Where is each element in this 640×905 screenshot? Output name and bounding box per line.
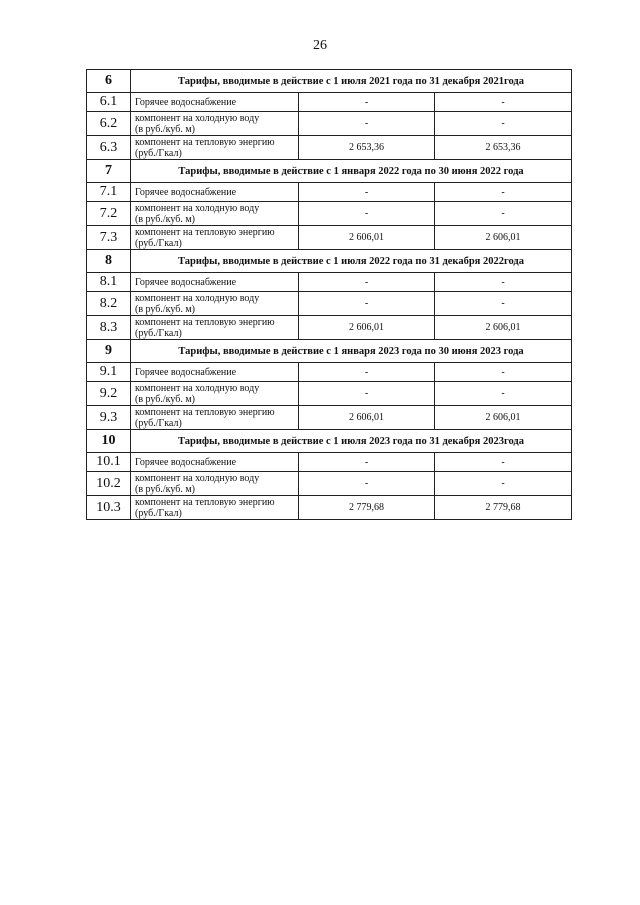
table-row <box>87 496 572 520</box>
row-number: 6.3 <box>87 136 131 160</box>
row-label-line: (в руб./куб. м) <box>135 483 195 495</box>
section-title: Тарифы, вводимые в действие с 1 июля 2021 года по 31 декабря 2021года <box>131 70 572 93</box>
table-row <box>87 93 572 112</box>
value-cell-2: - <box>435 183 572 202</box>
row-label-line: компонент на холодную воду <box>135 382 260 394</box>
row-label-line: (в руб./куб. м) <box>135 213 195 225</box>
value-cell-2: 2 653,36 <box>435 136 572 160</box>
row-number: 7.3 <box>87 226 131 250</box>
value-cell-2: - <box>435 472 572 496</box>
row-label-line: компонент на холодную воду <box>135 202 260 214</box>
row-label-line: компонент на тепловую энергию <box>135 496 275 508</box>
value-cell-2: - <box>435 202 572 226</box>
row-label <box>131 382 299 406</box>
row-label-line: компонент на тепловую энергию <box>135 406 275 418</box>
row-label-line: Горячее водоснабжение <box>135 276 237 288</box>
section-number: 10 <box>87 430 131 453</box>
section-number: 6 <box>87 70 131 93</box>
value-cell-2: - <box>435 273 572 292</box>
table-row <box>87 363 572 382</box>
row-label-line: (в руб./куб. м) <box>135 303 195 315</box>
row-number: 7.1 <box>87 183 131 202</box>
value-cell-1: 2 606,01 <box>299 316 435 340</box>
row-label-line: (в руб./куб. м) <box>135 393 195 405</box>
row-label-line: (руб./Гкал) <box>135 147 182 159</box>
row-number: 8.1 <box>87 273 131 292</box>
row-label <box>131 93 299 112</box>
value-cell-1: 2 606,01 <box>299 406 435 430</box>
value-cell-2: 2 606,01 <box>435 226 572 250</box>
row-label-line: (руб./Гкал) <box>135 507 182 519</box>
row-label-line: компонент на холодную воду <box>135 472 260 484</box>
table-row <box>87 112 572 136</box>
row-label-line: компонент на тепловую энергию <box>135 316 275 328</box>
value-cell-2: 2 606,01 <box>435 316 572 340</box>
section-title: Тарифы, вводимые в действие с 1 января 2022 года по 30 июня 2022 года <box>131 160 572 183</box>
row-label <box>131 453 299 472</box>
section-header-row <box>87 340 572 363</box>
row-label <box>131 112 299 136</box>
row-label <box>131 183 299 202</box>
row-number: 9.1 <box>87 363 131 382</box>
section-number: 7 <box>87 160 131 183</box>
value-cell-1: - <box>299 472 435 496</box>
table-row <box>87 273 572 292</box>
section-header-row <box>87 160 572 183</box>
value-cell-2: 2 606,01 <box>435 406 572 430</box>
value-cell-1: - <box>299 382 435 406</box>
value-cell-1: - <box>299 292 435 316</box>
row-number: 6.2 <box>87 112 131 136</box>
value-cell-1: - <box>299 273 435 292</box>
section-number: 9 <box>87 340 131 363</box>
table-row <box>87 472 572 496</box>
section-header-row <box>87 70 572 93</box>
row-label-line: Горячее водоснабжение <box>135 186 237 198</box>
row-label <box>131 273 299 292</box>
value-cell-1: 2 606,01 <box>299 226 435 250</box>
section-header-row <box>87 430 572 453</box>
row-label <box>131 136 299 160</box>
row-label <box>131 202 299 226</box>
row-label <box>131 472 299 496</box>
section-number: 8 <box>87 250 131 273</box>
section-title: Тарифы, вводимые в действие с 1 января 2023 года по 30 июня 2023 года <box>131 340 572 363</box>
section-title: Тарифы, вводимые в действие с 1 июля 2023 года по 31 декабря 2023года <box>131 430 572 453</box>
row-label-line: компонент на холодную воду <box>135 292 260 304</box>
table-row <box>87 453 572 472</box>
value-cell-1: - <box>299 453 435 472</box>
table-row <box>87 316 572 340</box>
row-label-line: (руб./Гкал) <box>135 327 182 339</box>
value-cell-1: - <box>299 363 435 382</box>
row-label <box>131 406 299 430</box>
table-row <box>87 292 572 316</box>
value-cell-1: 2 779,68 <box>299 496 435 520</box>
row-label-line: (в руб./куб. м) <box>135 123 195 135</box>
tariff-table <box>86 69 572 520</box>
value-cell-1: - <box>299 112 435 136</box>
table-row <box>87 183 572 202</box>
table-row <box>87 406 572 430</box>
row-number: 10.3 <box>87 496 131 520</box>
value-cell-2: - <box>435 363 572 382</box>
value-cell-2: - <box>435 292 572 316</box>
table-row <box>87 382 572 406</box>
row-number: 9.3 <box>87 406 131 430</box>
section-header-row <box>87 250 572 273</box>
value-cell-1: - <box>299 183 435 202</box>
row-number: 6.1 <box>87 93 131 112</box>
value-cell-1: - <box>299 202 435 226</box>
value-cell-2: - <box>435 453 572 472</box>
row-number: 7.2 <box>87 202 131 226</box>
table-row <box>87 226 572 250</box>
row-number: 8.2 <box>87 292 131 316</box>
row-label <box>131 292 299 316</box>
row-number: 10.1 <box>87 453 131 472</box>
table-row <box>87 136 572 160</box>
page-number: 26 <box>313 38 327 53</box>
row-label-line: Горячее водоснабжение <box>135 456 237 468</box>
row-label <box>131 316 299 340</box>
value-cell-2: - <box>435 382 572 406</box>
row-label-line: компонент на тепловую энергию <box>135 136 275 148</box>
value-cell-2: 2 779,68 <box>435 496 572 520</box>
section-title: Тарифы, вводимые в действие с 1 июля 2022 года по 31 декабря 2022года <box>131 250 572 273</box>
row-label-line: компонент на холодную воду <box>135 112 260 124</box>
row-label <box>131 226 299 250</box>
row-number: 9.2 <box>87 382 131 406</box>
value-cell-2: - <box>435 93 572 112</box>
row-number: 8.3 <box>87 316 131 340</box>
row-label-line: (руб./Гкал) <box>135 237 182 249</box>
row-label-line: Горячее водоснабжение <box>135 366 237 378</box>
value-cell-1: 2 653,36 <box>299 136 435 160</box>
row-label-line: Горячее водоснабжение <box>135 96 237 108</box>
row-number: 10.2 <box>87 472 131 496</box>
value-cell-2: - <box>435 112 572 136</box>
row-label-line: компонент на тепловую энергию <box>135 226 275 238</box>
table-row <box>87 202 572 226</box>
row-label-line: (руб./Гкал) <box>135 417 182 429</box>
row-label <box>131 496 299 520</box>
value-cell-1: - <box>299 93 435 112</box>
row-label <box>131 363 299 382</box>
